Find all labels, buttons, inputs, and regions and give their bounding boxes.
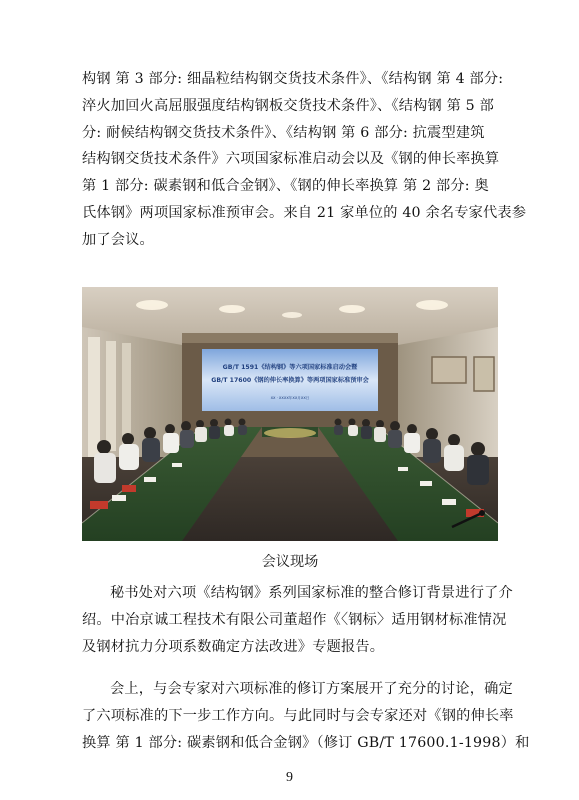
text-line: 分: 耐候结构钢交货技术条件》、《结构钢 第 6 部分: 抗震型建筑 xyxy=(82,124,485,141)
text-line: 结构钢交货技术条件》六项国家标准启动会以及《钢的伸长率换算 xyxy=(82,151,500,168)
text-line: 会上，与会专家对六项标准的修订方案展开了充分的讨论，确定 xyxy=(110,681,513,697)
text-line: 第 1 部分: 碳素钢和低合金钢》、《钢的伸长率换算 第 2 部分: 奥 xyxy=(82,178,489,195)
text-line: 了六项标准的下一步工作方向。与此同时与会专家还对《钢的伸长率 xyxy=(82,707,514,724)
text-line: 绍。中冶京诚工程技术有限公司董超作《〈钢标〉适用钢材标准情况 xyxy=(82,611,507,628)
photo-caption: 会议现场 xyxy=(261,554,319,570)
screen-text-line-1: GB/T 1591《结构钢》等六项国家标准启动会暨 xyxy=(222,364,358,371)
screen-text-line-2: GB/T 17600《钢的伸长率换算》等两项国家标准预审会 xyxy=(211,377,369,384)
paragraph-top xyxy=(82,66,527,254)
page-number: 9 xyxy=(286,770,293,785)
paragraph-mid xyxy=(82,580,513,660)
paragraph-bottom xyxy=(82,676,530,756)
text-line: 淬火加回火高屈服强度结构钢板交货技术条件》、《结构钢 第 5 部 xyxy=(82,97,495,114)
text-line: 加了会议。 xyxy=(82,231,154,248)
screen-text-line-3: XX · XXXX年XX月XX日 xyxy=(270,396,310,400)
meeting-photo xyxy=(82,287,498,541)
text-line: 及钢材抗力分项系数确定方法改进》专题报告。 xyxy=(82,638,385,655)
text-line: 氏体钢》两项国家标准预审会。来自 21 家单位的 40 余名专家代表参 xyxy=(82,204,527,221)
text-line: 换算 第 1 部分: 碳素钢和低合金钢》（修订 GB/T 17600.1-1998）和 xyxy=(82,734,530,751)
text-line: 构钢 第 3 部分: 细晶粒结构钢交货技术条件》、《结构钢 第 4 部分: xyxy=(82,71,504,87)
text-line: 秘书处对六项《结构钢》系列国家标准的整合修订背景进行了介 xyxy=(110,585,513,601)
